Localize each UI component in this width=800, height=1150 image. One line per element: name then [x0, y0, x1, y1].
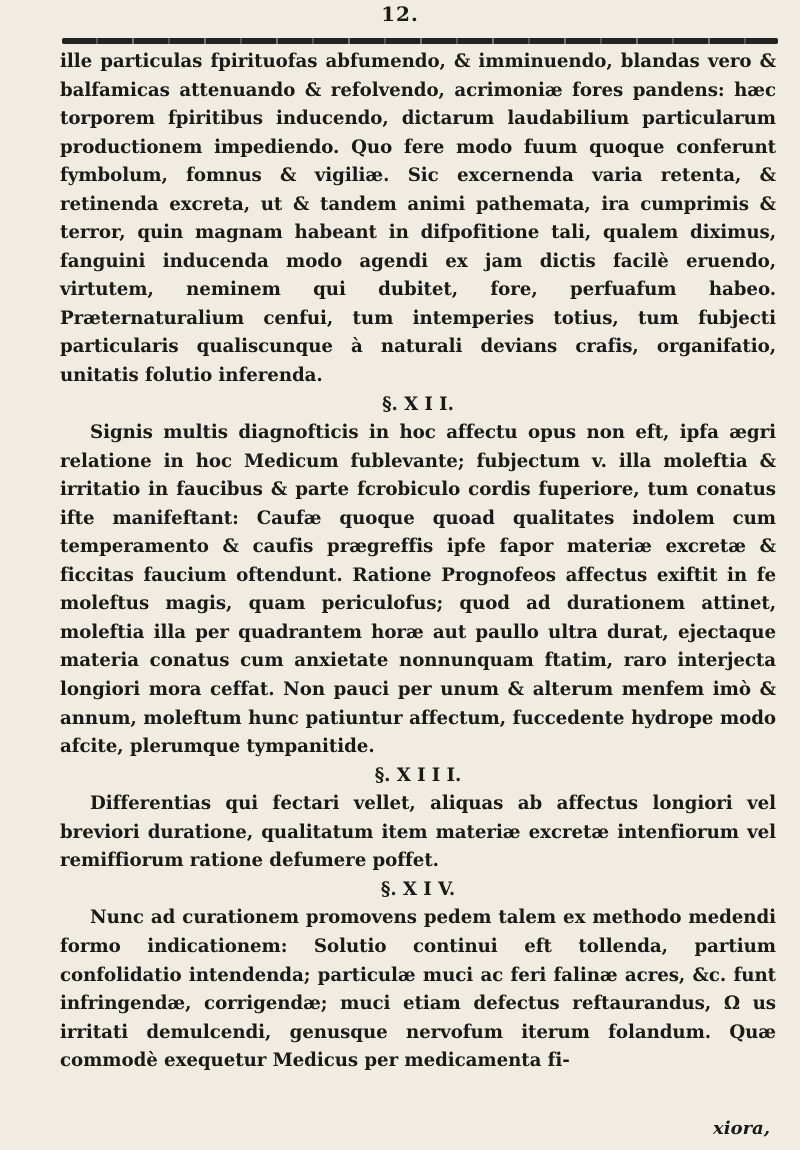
header-rule	[62, 38, 778, 44]
catchword: xiora,	[713, 1118, 770, 1139]
body-text	[60, 48, 776, 1076]
section-heading-xiii: §. X I I I.	[374, 764, 462, 786]
section-heading-xii: §. X I I.	[382, 393, 454, 415]
paragraph-4: Nunc ad curationem promovens pedem talem ex methodo medendi formo indicationem: Solutio continui eft tollenda, partium confolidatio intendenda; particulæ muci ac feri falinæ acres, &c. funt infringendæ, corrigendæ; muci etiam defectus reftaurandus, Ω us irritati demulcendi, genusque nervofum iterum folandum. Quæ commodè exequetur Medicus per medicamenta fi-	[60, 907, 776, 1072]
paragraph-3: Differentias qui fectari vellet, aliquas ab affectus longiori vel breviori duratione, qualitatum item materiæ excretæ intenfiorum vel remiffiorum ratione defumere poffet.	[60, 793, 776, 872]
paragraph-1: ille particulas fpirituofas abfumendo, & imminuendo, blandas vero & balfamicas attenuando & refolvendo, acrimoniæ fores pandens: hæc torporem fpiritibus inducendo, dictarum laudabilium particularum productionem impediendo. Quo fere modo fuum quoque conferunt fymbolum, fomnus & vigiliæ. Sic excernenda varia retenta, & retinenda excreta, ut & tandem animi pathemata, ira cumprimis & terror, quin magnam habeant in difpofitione tali, qualem diximus, fanguini inducenda modo agendi ex jam dictis facilè eruendo, virtutem, neminem qui dubitet, fore, perfuafum habeo. Præternaturalium cenfui, tum intemperies totius, tum fubjecti particularis qualiscunque à naturali devians crafis, organifatio, unitatis folutio inferenda.	[60, 51, 776, 387]
page-number: 12.	[381, 2, 419, 26]
paragraph-2: Signis multis diagnofticis in hoc affectu opus non eft, ipfa ægri relatione in hoc Medicum fublevante; fubjectum v. illa moleftia & irritatio in faucibus & parte fcrobiculo cordis fuperiore, tum conatus ifte manifeftant: Caufæ quoque quoad qualitates indolem cum temperamento & caufis prægreffis ipfe fapor materiæ excretæ & ficcitas faucium oftendunt. Ratione Prognofeos affectus exiftit in fe moleftus magis, quam periculofus; quod ad durationem attinet, moleftia illa per quadrantem horæ aut paullo ultra durat, ejectaque materia conatus cum anxietate nonnunquam ftatim, raro interjecta longiori mora ceffat. Non pauci per unum & alterum menfem imò & annum, moleftum hunc patiuntur affectum, fuccedente hydrope modo afcite, plerumque tympanitide.	[60, 422, 776, 758]
section-heading-xiv: §. X I V.	[380, 878, 456, 900]
